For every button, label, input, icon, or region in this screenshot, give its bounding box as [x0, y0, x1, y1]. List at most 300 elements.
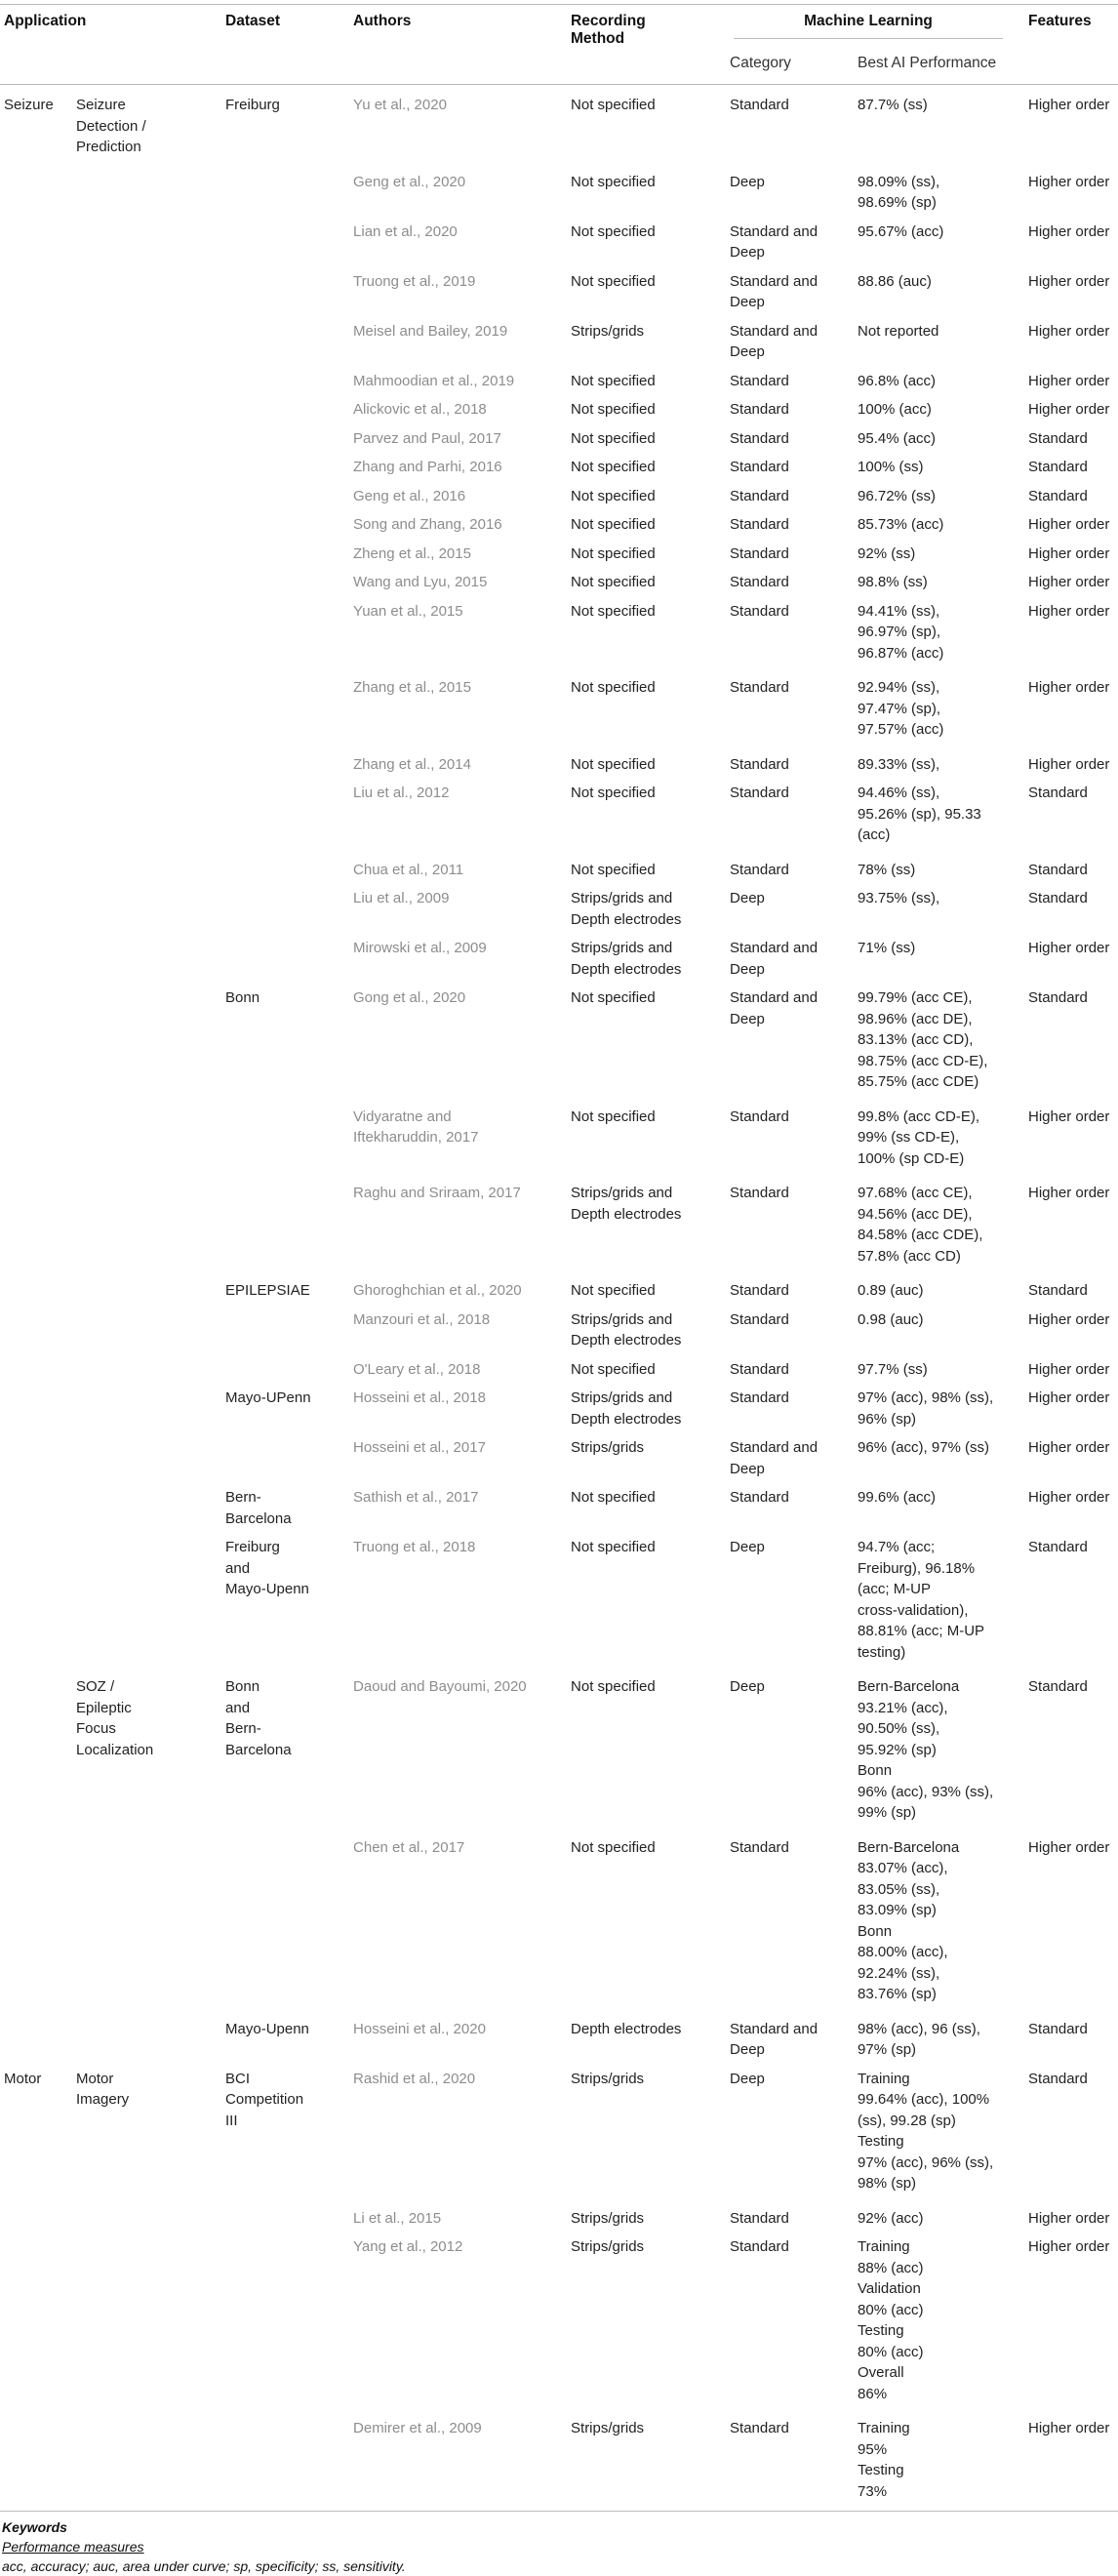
cell-sub-application [72, 1482, 221, 1532]
cell-author: Parvez and Paul, 2017 [353, 429, 501, 447]
cell-features: Standard [1028, 785, 1088, 801]
cell-recording-method: Not specified [571, 544, 656, 562]
cell-application [0, 1832, 72, 2014]
table-row [0, 1832, 1118, 2014]
cell-features: Standard [1028, 487, 1088, 504]
cell-dataset [221, 266, 349, 316]
cell-recording-method: Not specified [571, 1282, 656, 1299]
cell-best-performance: 87.7% (ss) [858, 97, 928, 113]
cell-application [0, 1482, 72, 1532]
cell-features: Higher order [1028, 1310, 1110, 1328]
cell-dataset [221, 539, 349, 568]
table-row [0, 883, 1118, 933]
cell-sub-application [72, 366, 221, 395]
cell-sub-application [72, 567, 221, 596]
cell-recording-method: Not specified [571, 1489, 656, 1506]
cell-best-performance: 94.46% (ss), 95.26% (sp), 95.33 (acc) [858, 785, 981, 843]
cell-author: Geng et al., 2020 [353, 173, 466, 190]
cell-sub-application [72, 2203, 221, 2233]
cell-category: Standard [730, 1360, 789, 1378]
cell-dataset [221, 509, 349, 539]
cell-sub-application [72, 2413, 221, 2512]
cell-dataset [221, 481, 349, 510]
cell-category: Standard [730, 372, 789, 389]
cell-dataset: Bonn [225, 989, 260, 1006]
header-dataset: Dataset [225, 13, 281, 29]
cell-application [0, 933, 72, 983]
cell-category: Deep [730, 1678, 765, 1695]
cell-features: Standard [1028, 1282, 1088, 1299]
cell-best-performance: 92.94% (ss), 97.47% (sp), 97.57% (acc) [858, 679, 944, 738]
cell-recording-method: Not specified [571, 574, 656, 590]
cell-recording-method: Not specified [571, 487, 656, 504]
table-row [0, 1383, 1118, 1432]
cell-features: Higher order [1028, 173, 1110, 190]
cell-sub-application [72, 266, 221, 316]
cell-recording-method: Not specified [571, 1360, 656, 1378]
table-row [0, 1482, 1118, 1532]
cell-application [0, 1178, 72, 1275]
cell-best-performance: 96.72% (ss) [858, 487, 937, 504]
cell-application [0, 855, 72, 884]
cell-recording-method: Strips/grids [571, 2209, 645, 2227]
table-row [0, 2064, 1118, 2203]
cell-category: Standard [730, 2420, 789, 2436]
cell-features: Higher order [1028, 679, 1110, 696]
cell-dataset [221, 366, 349, 395]
cell-recording-method: Strips/grids [571, 2238, 645, 2255]
cell-application [0, 1354, 72, 1384]
cell-category: Standard [730, 516, 789, 533]
cell-category: Standard and Deep [730, 272, 819, 310]
cell-best-performance: 95.4% (acc) [858, 429, 937, 447]
cell-sub-application [72, 217, 221, 266]
cell-recording-method: Not specified [571, 785, 656, 801]
cell-author: Sathish et al., 2017 [353, 1489, 479, 1506]
cell-recording-method: Not specified [571, 97, 656, 113]
header-recording-method [567, 5, 726, 85]
cell-author: Liu et al., 2012 [353, 785, 450, 801]
cell-dataset [221, 2413, 349, 2512]
table-container [0, 4, 1118, 2576]
cell-author: Hosseini et al., 2018 [353, 1389, 486, 1406]
table-row [0, 217, 1118, 266]
cell-dataset: EPILEPSIAE [225, 1282, 310, 1299]
cell-author: Lian et al., 2020 [353, 222, 458, 240]
cell-category: Standard [730, 602, 789, 620]
cell-category: Standard [730, 401, 789, 418]
cell-dataset [221, 596, 349, 673]
cell-best-performance: 89.33% (ss), [858, 755, 940, 773]
cell-author: Yu et al., 2020 [353, 97, 447, 113]
cell-best-performance: 92% (ss) [858, 544, 916, 562]
table-row [0, 1432, 1118, 1482]
cell-application [0, 2232, 72, 2413]
cell-best-performance: 99.79% (acc CE), 98.96% (acc DE), 83.13% (acc CD), 98.75% (acc CD-E), 85.75% (acc CDE) [858, 989, 988, 1090]
cell-author: Zhang and Parhi, 2016 [353, 459, 502, 475]
cell-best-performance: 0.98 (auc) [858, 1310, 924, 1328]
cell-application [0, 596, 72, 673]
cell-dataset: Freiburg [225, 97, 280, 113]
cell-sub-application: SOZ / Epileptic Focus Localization [76, 1678, 154, 1758]
cell-recording-method: Strips/grids [571, 2420, 645, 2436]
cell-category: Standard [730, 544, 789, 562]
cell-application [0, 316, 72, 366]
cell-application [0, 2014, 72, 2064]
cell-category: Standard [730, 1489, 789, 1506]
cell-features: Standard [1028, 2070, 1088, 2087]
cell-sub-application [72, 2014, 221, 2064]
cell-category: Standard and Deep [730, 989, 819, 1027]
cell-author: Hosseini et al., 2017 [353, 1439, 486, 1456]
cell-sub-application [72, 1102, 221, 1179]
cell-category: Standard [730, 1282, 789, 1299]
cell-features: Higher order [1028, 2238, 1110, 2255]
cell-features: Standard [1028, 459, 1088, 475]
cell-dataset [221, 1354, 349, 1384]
cell-features: Higher order [1028, 940, 1110, 956]
cell-best-performance: Training 88% (acc) Validation 80% (acc) Testing 80% (acc) Overall 86% [858, 2238, 924, 2402]
cell-author: Ghoroghchian et al., 2020 [353, 1282, 522, 1299]
cell-best-performance: 85.73% (acc) [858, 516, 944, 533]
cell-best-performance: 95.67% (acc) [858, 222, 944, 240]
cell-best-performance: 99.8% (acc CD-E), 99% (ss CD-E), 100% (sp CD-E) [858, 1107, 980, 1167]
keywords-subtitle: Performance measures [2, 2539, 144, 2555]
cell-best-performance: 94.41% (ss), 96.97% (sp), 96.87% (acc) [858, 602, 944, 662]
cell-features: Standard [1028, 429, 1088, 447]
cell-best-performance: 0.89 (auc) [858, 1282, 924, 1299]
table-row [0, 983, 1118, 1102]
cell-features: Higher order [1028, 574, 1110, 590]
cell-category: Deep [730, 2070, 765, 2087]
cell-category: Standard [730, 1389, 789, 1406]
cell-category: Standard [730, 861, 789, 878]
table-row [0, 366, 1118, 395]
cell-author: Geng et al., 2016 [353, 487, 466, 504]
cell-features: Higher order [1028, 1439, 1110, 1456]
cell-features: Standard [1028, 2020, 1088, 2037]
cell-sub-application [72, 509, 221, 539]
cell-dataset: BCI Competition III [225, 2070, 304, 2129]
cell-application [0, 749, 72, 779]
cell-features: Higher order [1028, 1389, 1110, 1406]
cell-author: Gong et al., 2020 [353, 989, 466, 1006]
cell-sub-application [72, 1354, 221, 1384]
table-row [0, 1102, 1118, 1179]
cell-features: Standard [1028, 1539, 1088, 1555]
cell-dataset: Bonn and Bern- Barcelona [225, 1678, 292, 1758]
cell-sub-application [72, 672, 221, 749]
cell-category: Standard [730, 429, 789, 447]
cell-sub-application [72, 749, 221, 779]
table-row [0, 481, 1118, 510]
cell-application [0, 672, 72, 749]
cell-dataset [221, 2203, 349, 2233]
cell-category: Standard and Deep [730, 1439, 819, 1477]
cell-category: Standard [730, 1185, 789, 1201]
cell-best-performance: 93.75% (ss), [858, 890, 940, 906]
cell-author: Daoud and Bayoumi, 2020 [353, 1678, 527, 1695]
cell-category: Standard [730, 487, 789, 504]
cell-best-performance: Not reported [858, 322, 939, 340]
cell-best-performance: Training 99.64% (acc), 100% (ss), 99.28 (sp) Testing 97% (acc), 96% (ss), 98% (sp) [858, 2070, 994, 2192]
cell-application [0, 366, 72, 395]
cell-recording-method: Strips/grids and Depth electrodes [571, 1310, 682, 1348]
cell-category: Standard [730, 2209, 789, 2227]
table-row [0, 749, 1118, 779]
cell-sub-application [72, 1178, 221, 1275]
cell-best-performance: Bern-Barcelona 93.21% (acc), 90.50% (ss), 95.92% (sp) Bonn 96% (acc), 93% (ss), 99% (sp) [858, 1678, 994, 1821]
cell-category: Deep [730, 173, 765, 190]
cell-best-performance: Training 95% Testing 73% [858, 2420, 910, 2500]
cell-dataset [221, 672, 349, 749]
table-row [0, 596, 1118, 673]
cell-features: Standard [1028, 989, 1088, 1006]
cell-category: Standard and Deep [730, 2020, 819, 2058]
cell-application [0, 481, 72, 510]
cell-author: Zheng et al., 2015 [353, 544, 471, 562]
cell-category: Standard [730, 679, 789, 696]
cell-best-performance: 97% (acc), 98% (ss), 96% (sp) [858, 1389, 994, 1428]
cell-features: Higher order [1028, 97, 1110, 113]
cell-application [0, 883, 72, 933]
table-row [0, 855, 1118, 884]
cell-author: Zhang et al., 2014 [353, 755, 471, 773]
cell-features: Higher order [1028, 602, 1110, 620]
cell-application [0, 2413, 72, 2512]
cell-features: Higher order [1028, 1185, 1110, 1201]
cell-dataset [221, 217, 349, 266]
cell-dataset [221, 452, 349, 481]
cell-sub-application [72, 481, 221, 510]
cell-application [0, 394, 72, 423]
header-machine-learning-text: Machine Learning [734, 13, 1003, 39]
header-features: Features [1028, 13, 1092, 29]
table-row [0, 1305, 1118, 1354]
cell-author: Meisel and Bailey, 2019 [353, 322, 508, 340]
cell-category: Standard and Deep [730, 940, 819, 978]
table-row [0, 2014, 1118, 2064]
cell-recording-method: Not specified [571, 1838, 656, 1856]
cell-best-performance: 97.68% (acc CE), 94.56% (acc DE), 84.58% (acc CDE), 57.8% (acc CD) [858, 1185, 983, 1265]
cell-dataset [221, 1178, 349, 1275]
cell-author: Chen et al., 2017 [353, 1838, 465, 1856]
table-header [0, 5, 1118, 85]
cell-application [0, 1671, 72, 1832]
cell-best-performance: 100% (ss) [858, 459, 924, 475]
keywords-text: acc, accuracy; auc, area under curve; sp, specificity; ss, sensitivity. [2, 2558, 406, 2574]
cell-best-performance: 98.09% (ss), 98.69% (sp) [858, 173, 940, 211]
table-row [0, 672, 1118, 749]
cell-author: Rashid et al., 2020 [353, 2070, 476, 2087]
cell-category: Standard [730, 1107, 789, 1125]
cell-features: Higher order [1028, 516, 1110, 533]
cell-author: Truong et al., 2019 [353, 272, 476, 290]
cell-recording-method: Strips/grids and Depth electrodes [571, 940, 682, 978]
cell-application [0, 983, 72, 1102]
cell-recording-method: Not specified [571, 861, 656, 878]
cell-best-performance: Bern-Barcelona 83.07% (acc), 83.05% (ss), 83.09% (sp) Bonn 88.00% (acc), 92.24% (ss), 83.76% (sp) [858, 1838, 960, 2002]
cell-dataset [221, 423, 349, 453]
table-row [0, 1178, 1118, 1275]
cell-features: Higher order [1028, 1360, 1110, 1378]
cell-sub-application [72, 1305, 221, 1354]
cell-author: Mahmoodian et al., 2019 [353, 372, 515, 389]
cell-author: Vidyaratne and Iftekharuddin, 2017 [353, 1107, 479, 1146]
table-row [0, 316, 1118, 366]
cell-category: Standard [730, 574, 789, 590]
cell-features: Higher order [1028, 222, 1110, 240]
table-row [0, 1532, 1118, 1671]
cell-best-performance: 98.8% (ss) [858, 574, 928, 590]
cell-application [0, 423, 72, 453]
cell-recording-method: Not specified [571, 516, 656, 533]
cell-features: Higher order [1028, 1838, 1110, 1856]
cell-recording-method: Not specified [571, 459, 656, 475]
table-row [0, 85, 1118, 167]
cell-application [0, 1532, 72, 1671]
cell-application [0, 452, 72, 481]
cell-best-performance: 78% (ss) [858, 861, 916, 878]
cell-features: Higher order [1028, 272, 1110, 290]
cell-best-performance: 97.7% (ss) [858, 1360, 928, 1378]
cell-application [0, 1432, 72, 1482]
table-row [0, 2232, 1118, 2413]
cell-author: Demirer et al., 2009 [353, 2420, 482, 2436]
cell-application [0, 1305, 72, 1354]
cell-features: Higher order [1028, 755, 1110, 773]
table-row [0, 2203, 1118, 2233]
cell-recording-method: Not specified [571, 429, 656, 447]
cell-author: Yang et al., 2012 [353, 2238, 463, 2255]
table-row [0, 567, 1118, 596]
cell-author: Yuan et al., 2015 [353, 602, 463, 620]
header-authors: Authors [353, 13, 412, 29]
cell-sub-application [72, 394, 221, 423]
cell-sub-application [72, 778, 221, 855]
cell-sub-application: Seizure Detection / Prediction [76, 97, 146, 155]
cell-author: Mirowski et al., 2009 [353, 940, 487, 956]
cell-sub-application [72, 1832, 221, 2014]
cell-features: Standard [1028, 890, 1088, 906]
cell-dataset: Bern- Barcelona [225, 1489, 292, 1527]
header-recording-method-text: Recording Method [571, 13, 646, 47]
cell-application [0, 1383, 72, 1432]
cell-recording-method: Strips/grids and Depth electrodes [571, 890, 682, 928]
table-row [0, 423, 1118, 453]
cell-application [0, 539, 72, 568]
keywords-footnote [0, 2512, 1118, 2576]
cell-features: Higher order [1028, 401, 1110, 418]
cell-dataset [221, 778, 349, 855]
cell-sub-application [72, 883, 221, 933]
cell-recording-method: Not specified [571, 222, 656, 240]
cell-category: Standard [730, 1838, 789, 1856]
keywords-title: Keywords [2, 2519, 67, 2535]
cell-application [0, 1275, 72, 1305]
ml-studies-table [0, 4, 1118, 2512]
cell-sub-application [72, 539, 221, 568]
cell-dataset: Mayo-Upenn [225, 2020, 309, 2037]
cell-best-performance: 100% (acc) [858, 401, 932, 418]
cell-application [0, 567, 72, 596]
cell-recording-method: Not specified [571, 272, 656, 290]
cell-recording-method: Not specified [571, 401, 656, 418]
table-row [0, 509, 1118, 539]
table-row [0, 778, 1118, 855]
table-row [0, 452, 1118, 481]
cell-application [0, 217, 72, 266]
cell-recording-method: Strips/grids [571, 322, 645, 340]
cell-dataset [221, 1432, 349, 1482]
cell-author: Manzouri et al., 2018 [353, 1310, 491, 1328]
cell-dataset: Freiburg and Mayo-Upenn [225, 1539, 309, 1597]
cell-best-performance: 99.6% (acc) [858, 1489, 937, 1506]
cell-category: Standard [730, 97, 789, 113]
cell-best-performance: 94.7% (acc; Freiburg), 96.18% (acc; M-UP cross-validation), 88.81% (acc; M-UP testing) [858, 1539, 985, 1661]
cell-dataset [221, 394, 349, 423]
cell-sub-application: Motor Imagery [76, 2070, 130, 2108]
cell-dataset [221, 567, 349, 596]
cell-features: Standard [1028, 861, 1088, 878]
cell-author: Hosseini et al., 2020 [353, 2020, 486, 2037]
table-row [0, 2413, 1118, 2512]
header-best-ai-performance: Best AI Performance [858, 55, 997, 71]
cell-application: Seizure [4, 97, 54, 113]
table-row [0, 266, 1118, 316]
cell-application: Motor [4, 2070, 42, 2087]
cell-best-performance: 96% (acc), 97% (ss) [858, 1439, 990, 1456]
cell-recording-method: Strips/grids [571, 2070, 645, 2087]
header-category: Category [730, 55, 791, 71]
cell-recording-method: Not specified [571, 989, 656, 1006]
cell-recording-method: Not specified [571, 1107, 656, 1125]
cell-author: Alickovic et al., 2018 [353, 401, 487, 418]
cell-author: Wang and Lyu, 2015 [353, 574, 488, 590]
cell-author: Zhang et al., 2015 [353, 679, 471, 696]
cell-recording-method: Strips/grids [571, 1439, 645, 1456]
cell-recording-method: Not specified [571, 602, 656, 620]
cell-dataset [221, 2232, 349, 2413]
cell-category: Deep [730, 890, 765, 906]
cell-author: Li et al., 2015 [353, 2209, 442, 2227]
table-row [0, 933, 1118, 983]
cell-application [0, 2203, 72, 2233]
cell-recording-method: Not specified [571, 679, 656, 696]
cell-features: Higher order [1028, 1489, 1110, 1506]
cell-category: Deep [730, 1539, 765, 1555]
cell-best-performance: 96.8% (acc) [858, 372, 937, 389]
cell-application [0, 778, 72, 855]
cell-dataset [221, 883, 349, 933]
cell-category: Standard and Deep [730, 222, 819, 261]
cell-best-performance: 98% (acc), 96 (ss), 97% (sp) [858, 2020, 980, 2058]
cell-recording-method: Depth electrodes [571, 2020, 682, 2037]
cell-recording-method: Not specified [571, 1678, 656, 1695]
cell-recording-method: Not specified [571, 372, 656, 389]
cell-features: Higher order [1028, 544, 1110, 562]
cell-best-performance: 92% (acc) [858, 2209, 924, 2227]
cell-sub-application [72, 316, 221, 366]
cell-dataset [221, 1832, 349, 2014]
cell-category: Standard [730, 2238, 789, 2255]
cell-category: Standard [730, 1310, 789, 1328]
cell-features: Standard [1028, 1678, 1088, 1695]
cell-features: Higher order [1028, 322, 1110, 340]
cell-sub-application [72, 1383, 221, 1432]
cell-features: Higher order [1028, 372, 1110, 389]
cell-author: Raghu and Sriraam, 2017 [353, 1185, 521, 1201]
